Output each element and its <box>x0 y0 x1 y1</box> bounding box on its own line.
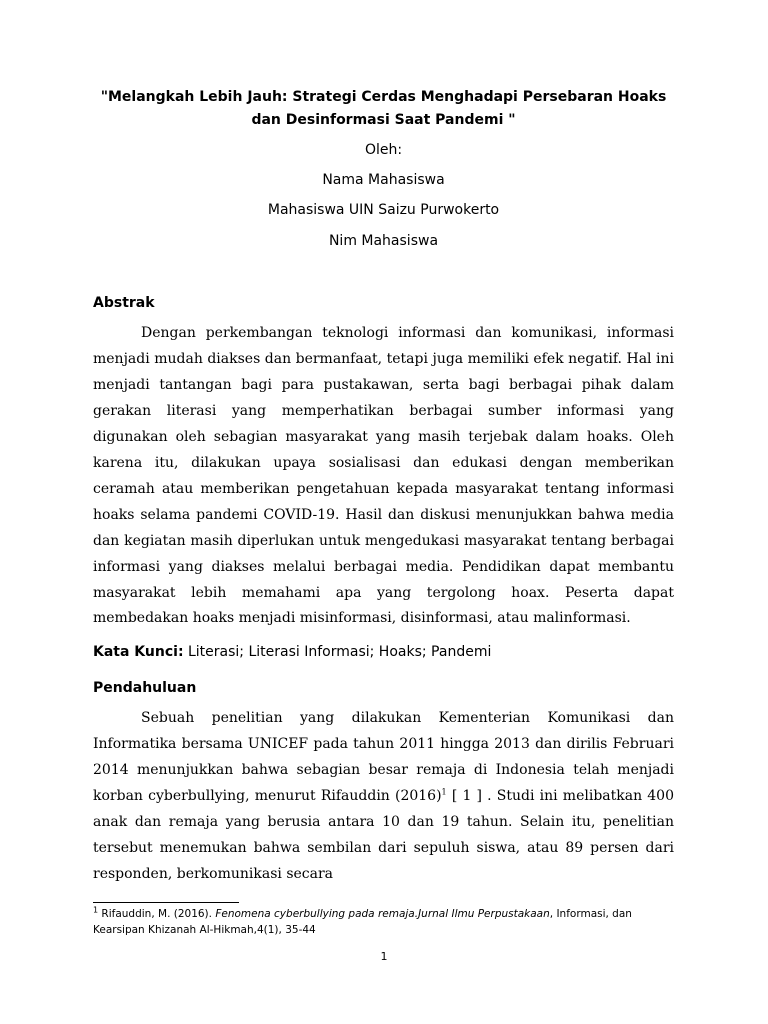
footnote-ref: 1 <box>441 787 447 797</box>
document-title: "Melangkah Lebih Jauh: Strategi Cerdas Menghadapi Persebaran Hoaks dan Desinformasi Saat Pandemi " <box>100 89 667 128</box>
introduction-text-1: Sebuah penelitian yang dilakukan Kementerian Komunikasi dan Informatika bersama UNICEF pada tahun 2011 hingga 2013 dan dirilis Februari 2014 menunjukkan bahwa sebagian besar remaja di Indonesia telah menjadi korban cyberbullying, menurut Rifauddin (2016) <box>93 710 674 804</box>
introduction-paragraph <box>93 706 674 888</box>
keywords-label: Kata Kunci: <box>93 644 184 660</box>
introduction-heading: Pendahuluan <box>93 680 197 696</box>
introduction-body <box>93 706 674 888</box>
footnote-title: Fenomena cyberbullying pada remaja.Jurnal Ilmu Perpustakaan <box>215 908 550 920</box>
keywords-line <box>93 644 491 660</box>
author-affiliation: Mahasiswa UIN Saizu Purwokerto <box>267 202 500 218</box>
author-nim: Nim Mahasiswa <box>328 233 439 249</box>
footnote-rest: , Informasi, dan Kearsipan Khizanah Al-Hikmah,4(1), 35-44 <box>93 908 632 936</box>
footnote-divider <box>93 902 239 903</box>
abstract-paragraph: Dengan perkembangan teknologi informasi dan komunikasi, informasi menjadi mudah diakses dan bermanfaat, tetapi juga memiliki efek negatif. Hal ini menjadi tantangan bagi para pustakawan, serta bagi berbagai pihak dalam gerakan literasi yang memperhatikan berbagai sumber informasi yang digunakan oleh sebagian masyarakat yang masih terjebak dalam hoaks. Oleh karena itu, dilakukan upaya sosialisasi dan edukasi dengan memberikan ceramah atau memberikan pengetahuan kepada masyarakat tentang informasi hoaks selama pandemi COVID-19. Hasil dan diskusi menunjukkan bahwa media dan kegiatan masih diperlukan untuk mengedukasi masyarakat tentang berbagai informasi yang diakses melalui berbagai media. Pendidikan dapat membantu masyarakat lebih memahami apa yang tergolong hoax. Peserta dapat membedakan hoaks menjadi misinformasi, disinformasi, atau malinformasi. <box>93 325 674 627</box>
author-oleh: Oleh: <box>364 142 403 158</box>
footnote-author: Rifauddin, M. (2016). <box>98 908 216 920</box>
author-name: Nama Mahasiswa <box>322 172 445 188</box>
keywords-text: Literasi; Literasi Informasi; Hoaks; Pandemi <box>183 644 492 660</box>
page-number: 1 <box>380 950 388 963</box>
abstract-body <box>93 321 674 632</box>
abstract-heading: Abstrak <box>93 295 155 311</box>
introduction-text-2: [ 1 ] . Studi ini melibatkan 400 anak dan remaja yang berusia antara 10 dan 19 tahun. Selain itu, penelitian tersebut menemukan bahwa sembilan dari sepuluh siswa, atau 89 persen dari responden, berkomunikasi secara <box>93 787 674 882</box>
footnote-mark: 1 <box>93 905 99 915</box>
footnote <box>93 906 674 938</box>
